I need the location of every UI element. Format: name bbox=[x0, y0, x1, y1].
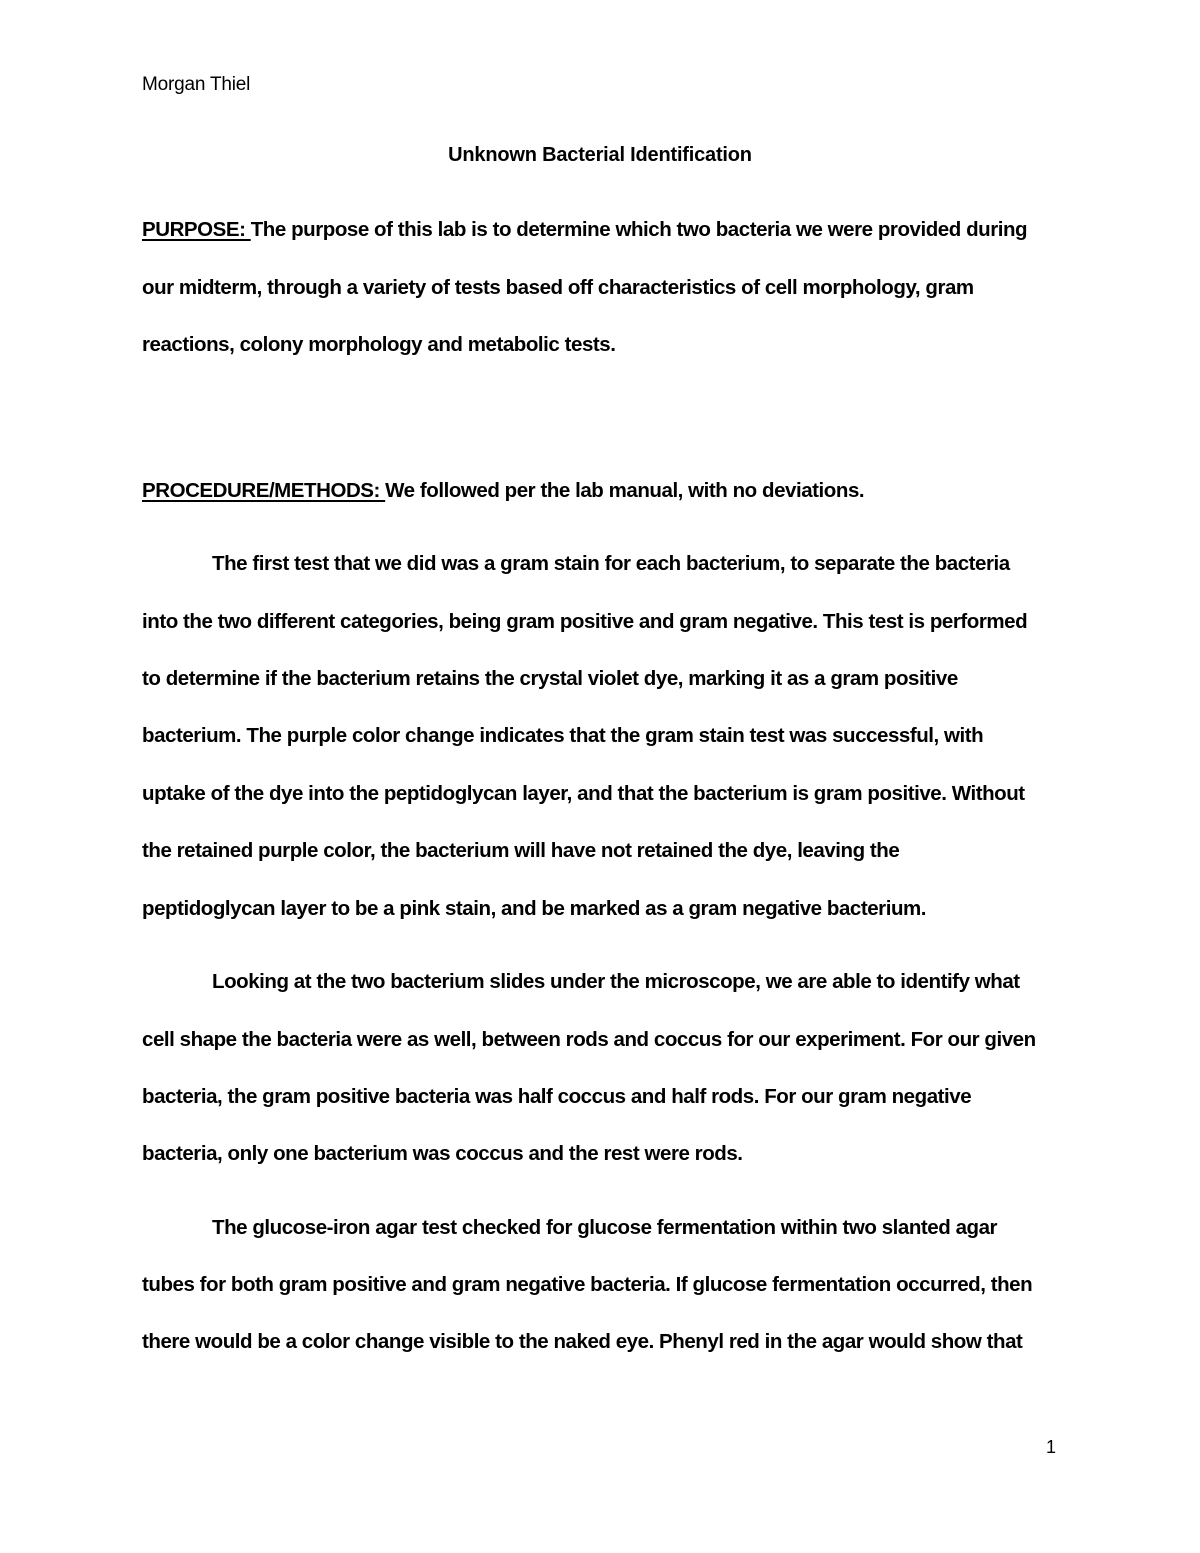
paragraph-1-line: to determine if the bacterium retains the crystal violet dye, marking it as a gram positive bbox=[142, 667, 958, 690]
paragraph-1-line: bacterium. The purple color change indicates that the gram stain test was successful, with bbox=[142, 724, 984, 747]
page-number: 1 bbox=[1046, 1437, 1057, 1457]
paragraph-2-line: cell shape the bacteria were as well, between rods and coccus for our experiment. For our given bbox=[142, 1028, 1036, 1051]
paragraph-3-line: tubes for both gram positive and gram negative bacteria. If glucose fermentation occurred, then bbox=[142, 1273, 1033, 1296]
paragraph-2-line: bacteria, only one bacterium was coccus and the rest were rods. bbox=[142, 1142, 743, 1165]
purpose-line-1 bbox=[142, 217, 1027, 243]
paragraph-3-line: there would be a color change visible to the naked eye. Phenyl red in the agar would show that bbox=[142, 1330, 1023, 1353]
document-title: Unknown Bacterial Identification bbox=[448, 144, 752, 166]
header-author: Morgan Thiel bbox=[142, 74, 251, 95]
paragraph-1-line: the retained purple color, the bacterium will have not retained the dye, leaving the bbox=[142, 839, 900, 862]
purpose-line-2: our midterm, through a variety of tests based off characteristics of cell morphology, gram bbox=[142, 276, 974, 299]
procedure-text: We followed per the lab manual, with no deviations. bbox=[385, 479, 865, 502]
paragraph-2-line: bacteria, the gram positive bacteria was half coccus and half rods. For our gram negative bbox=[142, 1085, 972, 1108]
paragraph-3-line: The glucose-iron agar test checked for glucose fermentation within two slanted agar bbox=[212, 1216, 998, 1239]
paragraph-1-line: uptake of the dye into the peptidoglycan layer, and that the bacterium is gram positive. Without bbox=[142, 782, 1025, 805]
paragraph-1-line: peptidoglycan layer to be a pink stain, and be marked as a gram negative bacterium. bbox=[142, 897, 927, 920]
paragraph-2-line: Looking at the two bacterium slides under the microscope, we are able to identify what bbox=[212, 970, 1020, 993]
paragraph-1-line: into the two different categories, being gram positive and gram negative. This test is performed bbox=[142, 610, 1028, 633]
procedure-label: PROCEDURE/METHODS: bbox=[142, 479, 386, 502]
paragraph-1-line: The first test that we did was a gram stain for each bacterium, to separate the bacteria bbox=[212, 552, 1010, 575]
procedure-line bbox=[142, 478, 864, 504]
purpose-text: The purpose of this lab is to determine which two bacteria we were provided during bbox=[250, 218, 1028, 241]
purpose-line-3: reactions, colony morphology and metabolic tests. bbox=[142, 333, 616, 356]
purpose-label: PURPOSE: bbox=[142, 218, 251, 241]
